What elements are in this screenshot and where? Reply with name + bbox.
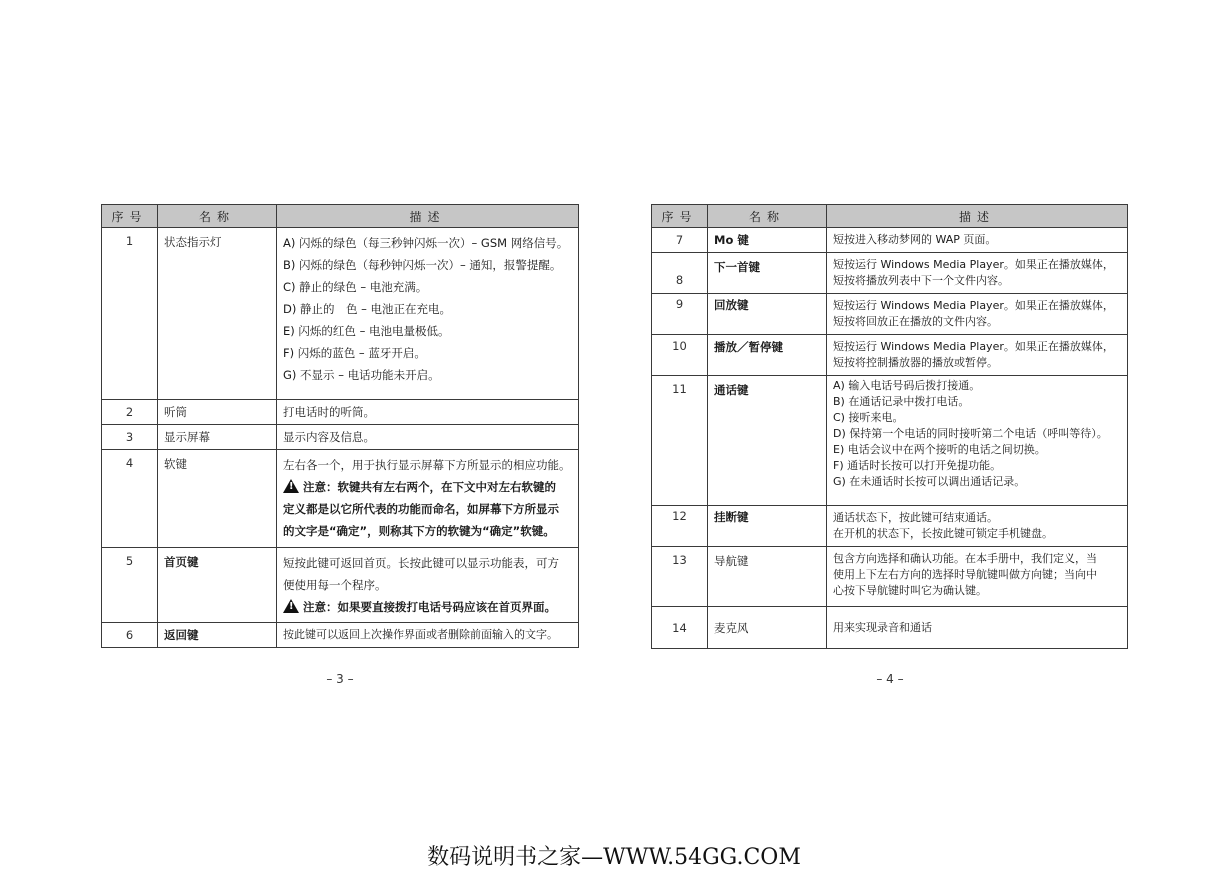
desc-line: 短按此键可返回首页。长按此键可以显示功能表，可方 [283,556,559,570]
desc-line: 显示内容及信息。 [283,430,375,444]
table-header-row [102,205,579,228]
header-description: 描述 [827,205,1128,228]
note-line: 定义都是以它所代表的功能而命名，如屏幕下方所显示 [283,502,559,516]
table-row [102,400,579,425]
desc-line: B) 在通话记录中拨打电话。 [833,395,970,408]
row-number: 10 [652,335,708,376]
table-row [102,623,579,648]
desc-line: A) 输入电话号码后拨打接通。 [833,379,981,392]
table-row [652,228,1128,253]
row-description [827,294,1128,335]
page-number-left: – 3 – [326,672,354,686]
desc-line: E) 闪烁的红色 – 电池电量极低。 [283,324,450,338]
header-number: 序号 [102,205,158,228]
row-description [277,228,579,400]
table-row [102,548,579,623]
desc-line: 短按运行 Windows Media Player。如果正在播放媒体， [833,258,1114,271]
warning-icon [283,479,299,493]
header-description: 描述 [277,205,579,228]
row-name: 麦克风 [708,607,827,649]
desc-line: 使用上下左右方向的选择时导航键叫做方向键；当向中 [833,568,1097,581]
desc-line: D) 保持第一个电话的同时接听第二个电话（呼叫等待）。 [833,427,1108,440]
note-line [283,596,572,618]
row-number: 7 [652,228,708,253]
desc-line: D) 静止的 色 – 电池正在充电。 [283,302,452,316]
row-description [277,623,579,648]
desc-line: 短按运行 Windows Media Player。如果正在播放媒体， [833,299,1114,312]
left-spec-table [101,204,579,648]
desc-line: 便使用每一个程序。 [283,578,387,592]
desc-line: G) 不显示 – 电话功能未开启。 [283,368,440,382]
desc-line: 短按将回放正在播放的文件内容。 [833,315,998,328]
desc-line: F) 通话时长按可以打开免提功能。 [833,459,1002,472]
row-number: 5 [102,548,158,623]
row-name: 通话键 [708,376,827,506]
table-row [652,253,1128,294]
note-line: 的文字是“确定”，则称其下方的软键为“确定”软键。 [283,524,555,538]
desc-line: B) 闪烁的绿色（每秒钟闪烁一次）– 通知，报警提醒。 [283,258,562,272]
row-description [827,253,1128,294]
table-row [652,376,1128,506]
row-description [277,450,579,548]
header-name: 名称 [708,205,827,228]
desc-line: 左右各一个，用于执行显示屏幕下方所显示的相应功能。 [283,458,571,472]
row-description [277,400,579,425]
row-name: 首页键 [158,548,277,623]
row-description [827,607,1128,649]
row-description [827,228,1128,253]
row-number: 1 [102,228,158,400]
desc-line: E) 电话会议中在两个接听的电话之间切换。 [833,443,1046,456]
table-row [102,425,579,450]
row-name: 挂断键 [708,506,827,547]
row-name: 导航键 [708,547,827,607]
table-row [102,228,579,400]
row-number: 4 [102,450,158,548]
desc-line: 心按下导航键时叫它为确认键。 [833,584,987,597]
warning-icon [283,599,299,613]
row-number: 6 [102,623,158,648]
row-name: Mo 键 [708,228,827,253]
row-name: 返回键 [158,623,277,648]
row-description [277,425,579,450]
row-number: 13 [652,547,708,607]
row-number: 11 [652,376,708,506]
header-name: 名称 [158,205,277,228]
table-row [102,450,579,548]
note-line [283,476,572,498]
row-description [827,506,1128,547]
table-header-row [652,205,1128,228]
row-number: 8 [652,253,708,294]
row-number: 9 [652,294,708,335]
table-row [652,294,1128,335]
desc-line: 短按将播放列表中下一个文件内容。 [833,274,1009,287]
table-row [652,506,1128,547]
row-description [827,335,1128,376]
row-description [827,547,1128,607]
row-number: 14 [652,607,708,649]
table-row [652,607,1128,649]
desc-line: 在开机的状态下，长按此键可锁定手机键盘。 [833,527,1053,540]
desc-line: 按此键可以返回上次操作界面或者删除前面输入的文字。 [283,628,558,641]
footer-watermark: 数码说明书之家—WWW.54GG.COM [427,845,801,870]
desc-line: C) 接听来电。 [833,411,904,424]
row-number: 3 [102,425,158,450]
row-name: 回放键 [708,294,827,335]
desc-line: 短按将控制播放器的播放或暂停。 [833,356,998,369]
desc-line: 打电话时的听筒。 [283,405,375,419]
desc-line: G) 在未通话时长按可以调出通话记录。 [833,475,1026,488]
row-name: 下一首键 [708,253,827,294]
row-name: 状态指示灯 [158,228,277,400]
desc-line: C) 静止的绿色 – 电池充满。 [283,280,428,294]
desc-line: 短按进入移动梦网的 WAP 页面。 [833,233,997,246]
note-text: 注意：软键共有左右两个，在下文中对左右软键的 [303,480,556,494]
row-description [827,376,1128,506]
row-number: 2 [102,400,158,425]
note-text: 注意：如果要直接拨打电话号码应该在首页界面。 [303,600,556,614]
desc-line: 短按运行 Windows Media Player。如果正在播放媒体， [833,340,1114,353]
desc-line: A) 闪烁的绿色（每三秒钟闪烁一次）– GSM 网络信号。 [283,236,569,250]
row-description [277,548,579,623]
header-number: 序号 [652,205,708,228]
row-name: 显示屏幕 [158,425,277,450]
row-name: 软键 [158,450,277,548]
row-name: 听筒 [158,400,277,425]
table-row [652,335,1128,376]
right-spec-table [651,204,1128,649]
desc-line: 包含方向选择和确认功能。在本手册中，我们定义，当 [833,552,1097,565]
desc-line: 通话状态下，按此键可结束通话。 [833,511,998,524]
row-name: 播放／暂停键 [708,335,827,376]
desc-line: F) 闪烁的蓝色 – 蓝牙开启。 [283,346,426,360]
row-number: 12 [652,506,708,547]
table-row [652,547,1128,607]
desc-line: 用来实现录音和通话 [833,620,932,634]
page-number-right: – 4 – [876,672,904,686]
